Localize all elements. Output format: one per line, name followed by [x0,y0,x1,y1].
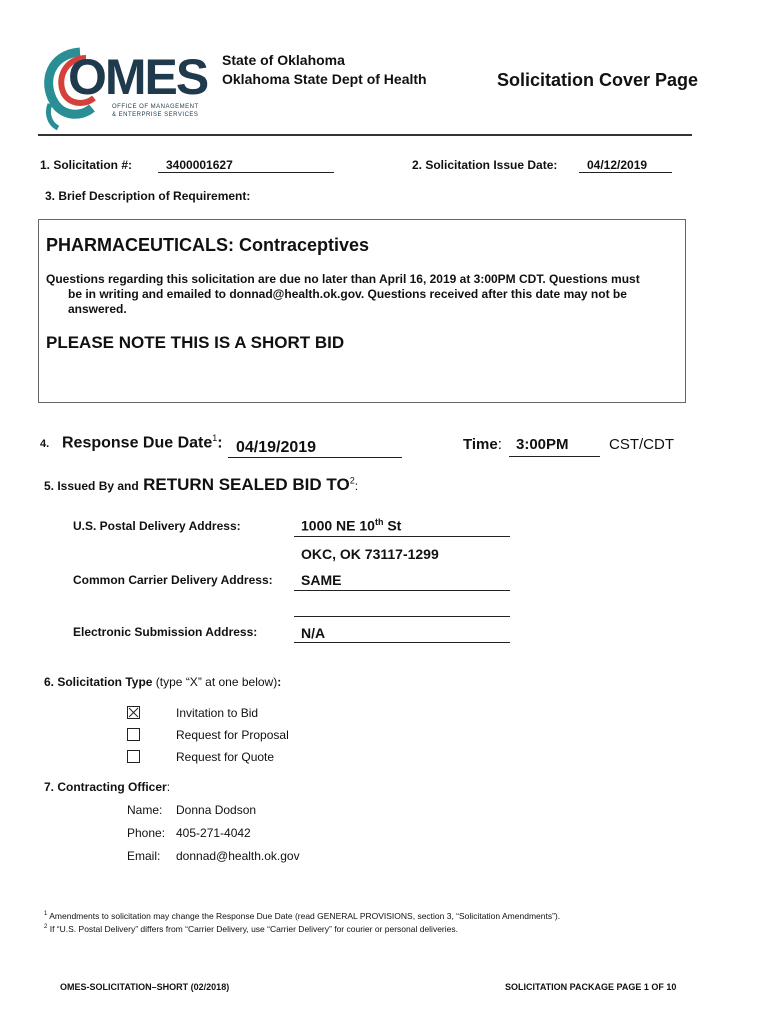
return-bid-label-large: RETURN SEALED BID TO [143,475,350,494]
carrier-extra-underline [294,616,510,617]
time-label-colon: : [497,436,502,453]
response-due-footnote-ref: 1 [212,433,218,443]
invitation-to-bid-checkbox[interactable] [127,706,140,719]
footnote-2-number: 2 [44,924,48,931]
questions-line-2: be in writing and emailed to donnad@health.ok.gov. Questions received after this date may not be [68,287,627,301]
postal-address-label: U.S. Postal Delivery Address: [73,519,241,533]
issue-date-underline [579,172,672,173]
postal-line-1-sup: th [374,517,384,527]
agency-name: Oklahoma State Dept of Health [222,71,427,87]
description-label: 3. Brief Description of Requirement: [45,189,251,203]
footnote-1-number: 1 [44,911,48,918]
time-value: 3:00PM [516,436,569,453]
response-due-label-text: Response Due Date [62,434,213,452]
solicitation-number-underline [158,172,334,173]
footnote-1 [44,911,560,921]
contracting-officer-label [44,780,170,794]
check-x-icon [128,707,139,718]
return-bid-label-small: 5. Issued By and [44,479,139,493]
postal-line-1-pre: 1000 NE 10 [301,517,375,534]
request-for-quote-checkbox[interactable] [127,750,140,763]
request-for-proposal-label: Request for Proposal [176,728,289,742]
officer-phone-value: 405-271-4042 [176,826,251,840]
state-name: State of Oklahoma [222,52,345,68]
response-due-number: 4. [40,438,50,450]
officer-phone-label: Phone: [127,826,166,840]
solicitation-type-label [44,675,281,689]
postal-address-line-2: OKC, OK 73117-1299 [301,546,439,562]
form-identifier: OMES-SOLICITATION–SHORT (02/2018) [60,982,230,992]
questions-line-1: Questions regarding this solicitation are due no later than April 16, 2019 at 3:00PM CDT. Questions must [46,272,640,286]
solicitation-number-label: 1. Solicitation #: [40,158,133,172]
solicitation-type-label-colon: : [277,675,282,689]
logo-subtitle-2: & ENTERPRISE SERVICES [112,112,199,118]
footnote-1-text: Amendments to solicitation may change the Response Due Date (read GENERAL PROVISIONS, section 3, “Solicitation Amendments”). [49,911,561,921]
electronic-address-label: Electronic Submission Address: [73,625,258,639]
footnote-2 [44,924,458,934]
footnote-2-text: If “U.S. Postal Delivery” differs from “Carrier Delivery, use “Carrier Delivery” for courier or personal deliveries. [49,924,458,934]
request-for-proposal-checkbox[interactable] [127,728,140,741]
short-bid-note: PLEASE NOTE THIS IS A SHORT BID [46,333,345,352]
carrier-underline [294,590,510,591]
response-due-date: 04/19/2019 [236,439,317,456]
solicitation-type-label-bold: 6. Solicitation Type [44,675,153,689]
postal-line-1-underline [294,536,510,537]
questions-line-3: answered. [68,302,127,316]
header-divider [38,134,692,136]
officer-email-label: Email: [127,849,161,863]
carrier-address-label: Common Carrier Delivery Address: [73,573,273,587]
page-title: Solicitation Cover Page [497,70,699,90]
response-due-label [62,433,223,452]
return-bid-heading [44,475,358,495]
contracting-officer-label-text: 7. Contracting Officer [44,780,167,794]
officer-name-label: Name: [127,803,163,817]
return-bid-colon: : [354,479,359,493]
contracting-officer-colon: : [166,780,171,794]
timezone: CST/CDT [609,436,674,453]
issue-date-value: 04/12/2019 [587,158,648,172]
request-for-quote-label: Request for Quote [176,750,275,764]
solicitation-type-label-normal: (type “X” at one below) [152,675,278,689]
omes-logo [40,42,220,132]
time-label-text: Time [463,436,498,453]
postal-address-line-1 [301,517,401,534]
time-label [463,436,502,453]
electronic-underline [294,642,510,643]
response-due-date-underline [228,457,402,458]
time-underline [509,456,600,457]
description-heading: PHARMACEUTICALS: Contraceptives [46,235,370,255]
response-due-colon: : [217,434,223,452]
logo-text: OMES [68,49,208,105]
officer-email-value[interactable]: donnad@health.ok.gov [176,849,300,863]
return-bid-footnote-ref: 2 [349,475,355,486]
electronic-address-value: N/A [301,625,326,641]
officer-name-value: Donna Dodson [176,803,257,817]
postal-line-1-post: St [383,517,402,534]
logo-subtitle-1: OFFICE OF MANAGEMENT [112,104,199,110]
invitation-to-bid-label: Invitation to Bid [176,706,259,720]
carrier-address-value: SAME [301,572,342,588]
issue-date-label: 2. Solicitation Issue Date: [412,158,558,172]
page-number: SOLICITATION PACKAGE PAGE 1 OF 10 [505,982,677,992]
solicitation-number-value: 3400001627 [166,158,233,172]
